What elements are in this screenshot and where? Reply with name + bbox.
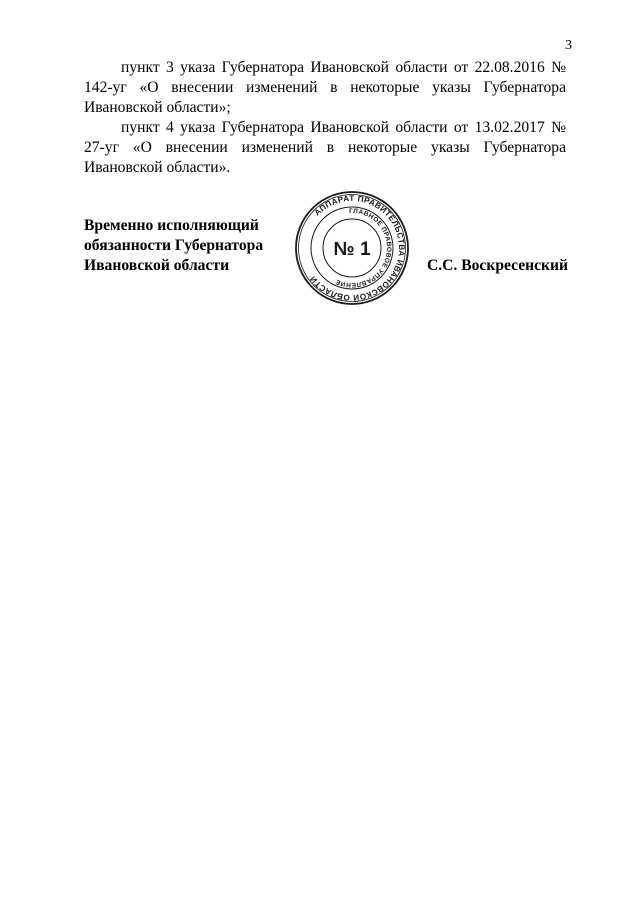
signatory-position <box>84 216 263 276</box>
paragraph-2: пункт 4 указа Губернатора Ивановской области от 13.02.2017 № 27-уг «О внесении изменений в некоторые указы Губернатора Ивановской области». <box>84 119 566 176</box>
signer-name: С.С. Воскресенский <box>427 257 568 274</box>
signatory-position-line-3: Ивановской области <box>84 257 230 274</box>
paragraph-1: пункт 3 указа Губернатора Ивановской области от 22.08.2016 № 142-уг «О внесении изменений в некоторые указы Губернатора Ивановской области»; <box>84 59 566 116</box>
signatory-position-line-1: Временно исполняющий <box>84 217 259 234</box>
official-seal <box>294 190 410 306</box>
seal-inner-text: ГЛАВНОЕ ПРАВОВОЕ УПРАВЛЕНИЕ <box>334 207 393 289</box>
document-body <box>84 58 566 178</box>
seal-number: № 1 <box>333 239 371 260</box>
page-number: 3 <box>565 38 572 53</box>
signatory-position-line-2: обязанности Губернатора <box>84 237 264 254</box>
seal-outer-text: АППАРАТ ПРАВИТЕЛЬСТВА ИВАНОВСКОЙ ОБЛАСТИ <box>308 193 407 303</box>
